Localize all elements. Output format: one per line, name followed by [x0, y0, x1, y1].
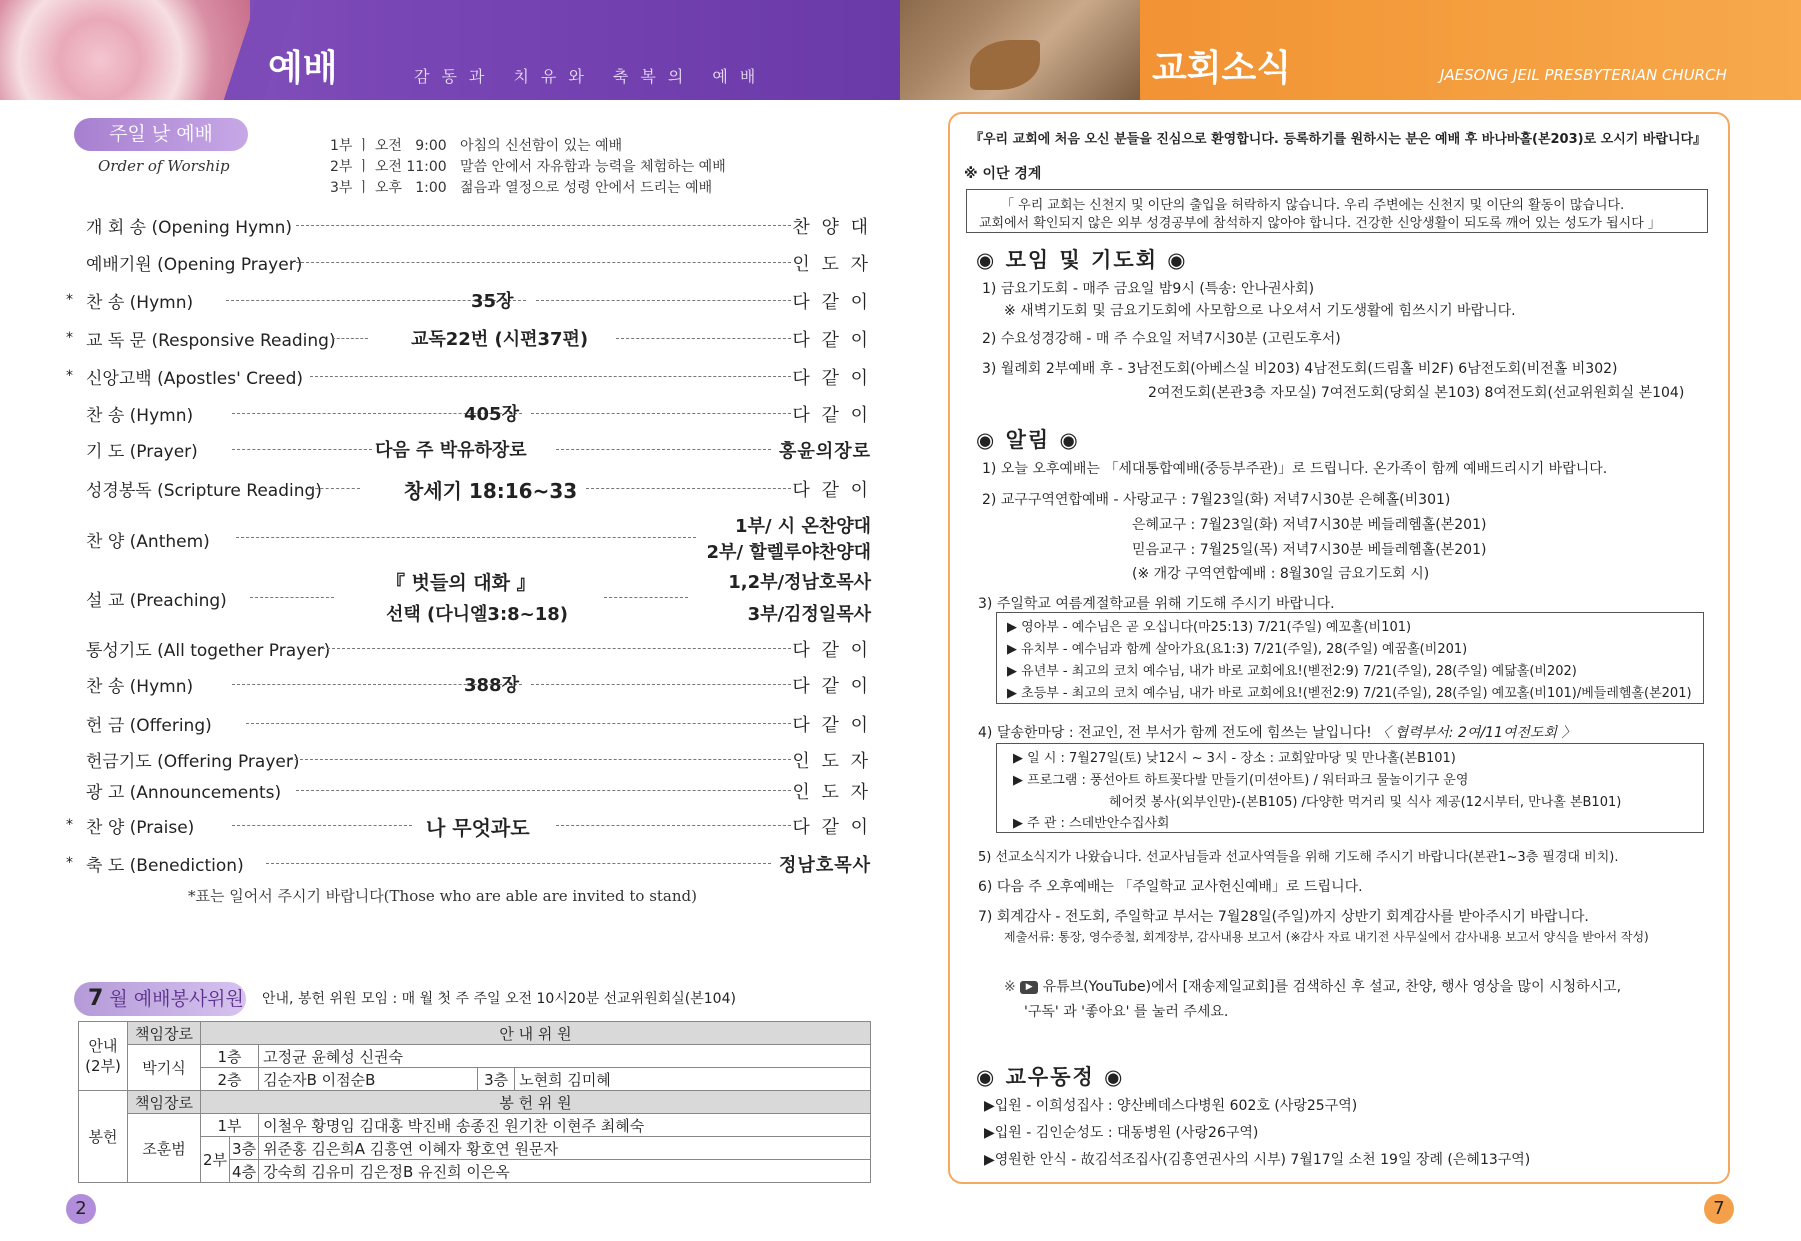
- welcome-line: 『우리 교회에 처음 오신 분들을 진심으로 환영합니다. 등록하기를 원하시는 분은 예배 후 바나바홀(본203)로 오시기 바랍니다』: [970, 132, 1707, 147]
- order-row-anthem: [66, 512, 871, 568]
- heresy-title: ※ 이단 경계: [964, 166, 1042, 182]
- part-subtable: [201, 1137, 258, 1182]
- notice-5: 5) 선교소식지가 나왔습니다. 선교사님들과 선교사역들을 위해 기도해 주시기 바랍니다(본관1~3층 필경대 비치).: [978, 850, 1619, 865]
- order-label: 찬 송 (Hymn): [86, 677, 194, 697]
- stand-mark: *: [66, 368, 73, 384]
- names-cell: 노현희 김미혜: [515, 1068, 871, 1091]
- order-label: 예배기원 (Opening Prayer): [86, 255, 303, 275]
- section-title: 모임 및 기도회: [1005, 248, 1158, 272]
- meeting-1-note: ※ 새벽기도회 및 금요기도회에 사모함으로 나오셔서 기도생활에 힘쓰시기 바랍니다.: [1004, 303, 1516, 319]
- floor-cell: 2층: [201, 1068, 259, 1091]
- notice-4-text: 4) 달송한마당 : 전교인, 전 부서가 함께 전도에 힘쓰는 날입니다!: [978, 725, 1372, 741]
- order-leader: 다 같 이: [792, 676, 871, 697]
- school-box: [996, 612, 1704, 704]
- order-leader: 정남호목사: [779, 855, 871, 876]
- service-pill-text: 월 예배봉사위원: [109, 988, 244, 1010]
- floor-cell: 4층: [232, 1162, 257, 1181]
- order-leader: 찬 양 대: [792, 217, 871, 238]
- festival-item: ▶ 주 관 : 스데반안수집사회: [1013, 816, 1170, 831]
- school-item: ▶ 초등부 - 최고의 코치 예수님, 내가 바로 교회에요!(벧전2:9) 7/21(주일), 28(주일) 예꼬홀(비101)/베들레헴홀(본201): [1007, 686, 1692, 701]
- meeting-2: 2) 수요성경강해 - 매 주 수요일 저녁7시30분 (고린도후서): [982, 331, 1341, 347]
- notice-6: 6) 다음 주 오후예배는 「주일학교 교사헌신예배」로 드립니다.: [978, 879, 1363, 895]
- names-cell: 고정균 윤혜성 신권숙: [259, 1045, 871, 1068]
- youtube-icon: ▶: [1020, 981, 1038, 994]
- order-leader: 인 도 자: [792, 782, 871, 803]
- order-row: [66, 435, 871, 465]
- order-detail: 다음 주 박유하장로: [375, 440, 527, 461]
- stand-note: *표는 일어서 주시기 바랍니다(Those who are able are invited to stand): [188, 887, 697, 905]
- part-cell: [201, 1137, 259, 1183]
- festival-item: ▶ 일 시 : 7월27일(토) 낮12시 ~ 3시 - 장소 : 교회앞마당 및 만나홀(본B101): [1013, 751, 1456, 766]
- header-left-bar: [0, 0, 900, 100]
- leader-line: [232, 825, 412, 826]
- floor-cell: 3층: [478, 1068, 515, 1091]
- schedule-line: 2부 ㅣ 오전 11:00 말씀 안에서 자유함과 능력을 체험하는 예배: [330, 159, 726, 175]
- notice-2-b: 은혜교구 : 7월23일(화) 저녁7시30분 베들레헴홀(본201): [1132, 517, 1487, 533]
- elder-header: 책임장로: [128, 1091, 201, 1114]
- order-row: [66, 248, 871, 278]
- offering-group: 봉헌: [79, 1091, 128, 1183]
- floor-cell: 1층: [201, 1045, 259, 1068]
- sermon-text: 선택 (다니엘3:8~18): [386, 604, 569, 625]
- member-news: ▶입원 - 김인순성도 : 대동병원 (사랑26구역): [984, 1125, 1259, 1141]
- leader-line: [586, 488, 791, 489]
- leader-line: [310, 376, 791, 377]
- meeting-3: 3) 월례회 2부예배 후 - 3남전도회(아베스실 비203) 4남전도회(드림홀 비2F) 6남전도회(비전홀 비302): [982, 361, 1618, 377]
- heresy-line-2: 교회에서 확인되지 않은 외부 성경공부에 참석하지 않아야 합니다. 건강한 신앙생활이 되도록 깨어 있는 성도가 됩시다 」: [979, 216, 1661, 231]
- stand-mark: *: [66, 817, 73, 833]
- notice-7: 7) 회계감사 - 전도회, 주일학교 부서는 7월28일(주일)까지 상반기 회계감사를 받아주시기 바랍니다.: [978, 909, 1589, 925]
- order-row: [66, 474, 871, 504]
- leader-line: [266, 863, 771, 864]
- sermon-title: 『 벗들의 대화 』: [386, 572, 536, 594]
- order-leader: 다 같 이: [792, 405, 871, 426]
- leader-line: [310, 488, 360, 489]
- order-row: [66, 776, 871, 806]
- page-number-left: 2: [66, 1194, 96, 1224]
- leader-line: [531, 413, 791, 414]
- school-item: ▶ 유년부 - 최고의 코치 예수님, 내가 바로 교회에요!(벧전2:9) 7/21(주일), 28(주일) 예닮홀(비202): [1007, 664, 1577, 679]
- order-label: 찬 송 (Hymn): [86, 406, 194, 426]
- bullseye-icon: ◉: [1104, 1065, 1125, 1089]
- order-label: 헌금기도 (Offering Prayer): [86, 752, 300, 772]
- heresy-box: [966, 189, 1708, 233]
- notice-1: 1) 오늘 오후예배는 「세대통합예배(중등부주관)」로 드립니다. 온가족이 함께 예배드리시기 바랍니다.: [982, 461, 1608, 477]
- offering-elder: 조훈범: [128, 1114, 201, 1183]
- festival-item: ▶ 프로그램 : 풍선아트 하트꽃다발 만들기(미션아트) / 워터파크 물놀이기구 운영: [1013, 773, 1469, 788]
- youtube-text: 유튜브(YouTube)에서 [재송제일교회]를 검색하신 후 설교, 찬양, 행사 영상을 많이 시청하시고,: [1042, 979, 1622, 995]
- order-leader: 다 같 이: [792, 330, 871, 351]
- notice-2-c: 믿음교구 : 7월25일(목) 저녁7시30분 베들레헴홀(본201): [1132, 542, 1487, 558]
- leader-line: [556, 449, 771, 450]
- order-detail: 405장: [464, 404, 519, 425]
- leader-line: [250, 597, 334, 598]
- order-label: 찬 양 (Anthem): [86, 532, 210, 552]
- order-leader: 인 도 자: [792, 254, 871, 275]
- stand-mark: *: [66, 855, 73, 871]
- preacher-1: 1,2부/정남호목사: [728, 572, 871, 593]
- order-label: 개 회 송 (Opening Hymn): [86, 218, 293, 238]
- leader-line: [332, 338, 368, 339]
- order-detail: 창세기 18:16~33: [404, 479, 578, 503]
- youtube-line-1: ※ ▶ 유튜브(YouTube)에서 [재송제일교회]를 검색하신 후 설교, 찬양, 행사 영상을 많이 시청하시고,: [1004, 979, 1622, 995]
- festival-box: [996, 743, 1704, 833]
- floor-cell: 1부: [201, 1114, 259, 1137]
- notice-4-coop: 〈 협력부서: 2여/11여전도회 〉: [1376, 725, 1576, 741]
- order-row: [66, 849, 871, 879]
- usher-group-label: 안내: [88, 1037, 118, 1055]
- names-cell: 강숙희 김유미 김은정B 유진희 이은옥: [259, 1160, 871, 1183]
- meeting-3-cont: 2여전도회(본관3층 자모실) 7여전도회(당회실 본103) 8여전도회(선교위원회실 본104): [1148, 385, 1685, 401]
- worship-title: 예배: [268, 48, 338, 89]
- part-label: 2부: [201, 1137, 230, 1182]
- leader-line: [232, 449, 372, 450]
- bullseye-icon: ◉: [1059, 428, 1080, 452]
- sunday-worship-pill: 주일 낮 예배: [74, 118, 248, 151]
- order-of-worship-label: Order of Worship: [98, 157, 230, 175]
- youtube-line-2: '구독' 과 '좋아요' 를 눌러 주세요.: [1024, 1004, 1229, 1020]
- notice-7-docs: 제출서류: 통장, 영수증철, 회계장부, 감사내용 보고서 (※감사 자료 내기전 사무실에서 감사내용 보고서 양식을 받아서 작성): [1004, 930, 1649, 944]
- order-leader: 다 같 이: [792, 480, 871, 501]
- festival-item: 헤어컷 봉사(외부인만)-(본B105) /다양한 먹거리 및 식사 제공(12시부터, 만나홀 본B101): [1109, 795, 1622, 810]
- school-item: ▶ 유치부 - 예수님과 함께 살아가요(요1:3) 7/21(주일), 28(주일) 예꿈홀(비201): [1007, 642, 1468, 657]
- notice-2: 2) 교구구역연합예배 - 사랑교구 : 7월23일(화) 저녁7시30분 은혜홀(비301): [982, 492, 1451, 508]
- order-row: [66, 362, 871, 392]
- member-news: ▶입원 - 이희성집사 : 양산베데스다병원 602호 (사랑25구역): [984, 1098, 1358, 1114]
- worship-subtitle: 감동과 치유와 축복의 예배: [414, 67, 768, 86]
- order-leader: 다 같 이: [792, 292, 871, 313]
- schedule-line: 1부 ㅣ 오전 9:00 아침의 신선함이 있는 예배: [330, 138, 623, 154]
- order-row: [66, 399, 871, 429]
- order-label: 설 교 (Preaching): [86, 591, 227, 611]
- leader-line: [236, 537, 696, 538]
- leader-line: [556, 825, 791, 826]
- service-meeting-note: 안내, 봉헌 위원 모임 : 매 월 첫 주 주일 오전 10시20분 선교위원회실(본104): [262, 991, 736, 1007]
- order-leader: 다 같 이: [792, 640, 871, 661]
- leader-line: [290, 759, 791, 760]
- page-number-right: 7: [1704, 1194, 1734, 1224]
- usher-group-part: (2부): [85, 1057, 121, 1075]
- order-detail: 35장: [471, 291, 514, 312]
- meeting-1: 1) 금요기도회 - 매주 금요일 밤9시 (특송: 안나권사회): [982, 281, 1315, 297]
- elder-header: 책임장로: [128, 1022, 201, 1045]
- names-cell: 김순자B 이점순B: [259, 1068, 478, 1091]
- order-label: 찬 양 (Praise): [86, 818, 195, 838]
- order-row: [66, 670, 871, 700]
- floor-cell: 3층: [230, 1137, 259, 1160]
- news-title: 교회소식: [1152, 48, 1292, 89]
- order-label: 통성기도 (All together Prayer): [86, 641, 331, 661]
- anthem-choir-2: 2부/ 할렐루야찬양대: [706, 542, 871, 563]
- stand-mark: *: [66, 330, 73, 346]
- order-row: [66, 211, 871, 241]
- bullseye-icon: ◉: [976, 1065, 997, 1089]
- service-table: [78, 1021, 871, 1183]
- names-cell: 위준홍 김은희A 김흥연 이혜자 황호연 원문자: [259, 1137, 871, 1160]
- order-detail: 나 무엇과도: [426, 816, 530, 840]
- schedule-line: 3부 ㅣ 오후 1:00 젊음과 열정으로 성령 안에서 드리는 예배: [330, 180, 713, 196]
- leader-line: [246, 723, 791, 724]
- usher-header: 안 내 위 원: [201, 1022, 871, 1045]
- bullseye-icon: ◉: [976, 428, 997, 452]
- leader-line: [616, 338, 791, 339]
- order-row: [66, 709, 871, 739]
- bullseye-icon: ◉: [976, 248, 997, 272]
- leader-line: [536, 300, 791, 301]
- names-cell: 이철우 황명임 김대홍 박진배 송종진 원기찬 이현주 최혜숙: [259, 1114, 871, 1137]
- leader-line: [296, 262, 791, 263]
- leader-line: [604, 597, 688, 598]
- header-right-bar: [900, 0, 1801, 100]
- order-leader: 인 도 자: [792, 751, 871, 772]
- offering-header: 봉 헌 위 원: [201, 1091, 871, 1114]
- order-label: 교 독 문 (Responsive Reading): [86, 331, 336, 351]
- notice-2-d: (※ 개강 구역연합예배 : 8월30일 금요기도회 시): [1132, 566, 1430, 582]
- leader-line: [531, 684, 791, 685]
- order-label: 축 도 (Benediction): [86, 856, 244, 876]
- section-meetings: [976, 244, 1188, 274]
- order-detail: 교독22번 (시편37편): [411, 329, 589, 350]
- stand-mark: *: [66, 292, 73, 308]
- leader-line: [296, 790, 791, 791]
- order-label: 신앙고백 (Apostles' Creed): [86, 369, 304, 389]
- usher-group: [79, 1022, 128, 1091]
- order-row: [66, 286, 871, 316]
- heresy-line-1: 「 우리 교회는 신천지 및 이단의 출입을 허락하지 않습니다. 우리 주변에는 신천지 및 이단의 활동이 많습니다.: [1001, 198, 1625, 213]
- bullseye-icon: ◉: [1167, 248, 1188, 272]
- order-leader: 다 같 이: [792, 817, 871, 838]
- church-name: JAESONG JEIL PRESBYTERIAN CHURCH: [1440, 66, 1727, 84]
- worship-schedule: [330, 136, 726, 199]
- section-title: 교우동정: [1005, 1065, 1095, 1089]
- order-row: [66, 811, 871, 841]
- leader-line: [296, 225, 791, 226]
- service-pill: [74, 982, 246, 1016]
- section-members: [976, 1061, 1124, 1091]
- order-detail: 388장: [464, 675, 519, 696]
- order-leader: 홍윤의장로: [779, 441, 871, 462]
- preacher-2: 3부/김정일목사: [747, 604, 871, 625]
- anthem-choir-1: 1부/ 시 온찬양대: [735, 516, 871, 537]
- order-row: [66, 745, 871, 775]
- usher-elder: 박기식: [128, 1045, 201, 1091]
- order-row-preaching: [66, 568, 871, 628]
- order-leader: 다 같 이: [792, 368, 871, 389]
- order-label: 찬 송 (Hymn): [86, 293, 194, 313]
- order-label: 헌 금 (Offering): [86, 716, 212, 736]
- school-item: ▶ 영아부 - 예수님은 곧 오십니다(마25:13) 7/21(주일) 예꼬홀(비101): [1007, 620, 1412, 635]
- service-month: 7: [88, 986, 104, 1011]
- leader-line: [322, 648, 791, 649]
- section-title: 알림: [1005, 428, 1051, 452]
- member-news: ▶영원한 안식 - 故김석조집사(김흥연권사의 시부) 7월17일 소천 19일 장례 (은혜13구역): [984, 1152, 1531, 1168]
- order-label: 광 고 (Announcements): [86, 783, 282, 803]
- order-leader: 다 같 이: [792, 715, 871, 736]
- order-row: [66, 634, 871, 664]
- notice-4: [978, 722, 1575, 742]
- order-label: 기 도 (Prayer): [86, 442, 198, 462]
- order-row: [66, 324, 871, 354]
- flower-photo: [0, 0, 250, 100]
- order-label: 성경봉독 (Scripture Reading): [86, 481, 322, 501]
- section-notices: [976, 424, 1080, 454]
- notice-3: 3) 주일학교 여름계절학교를 위해 기도해 주시기 바랍니다.: [978, 596, 1335, 612]
